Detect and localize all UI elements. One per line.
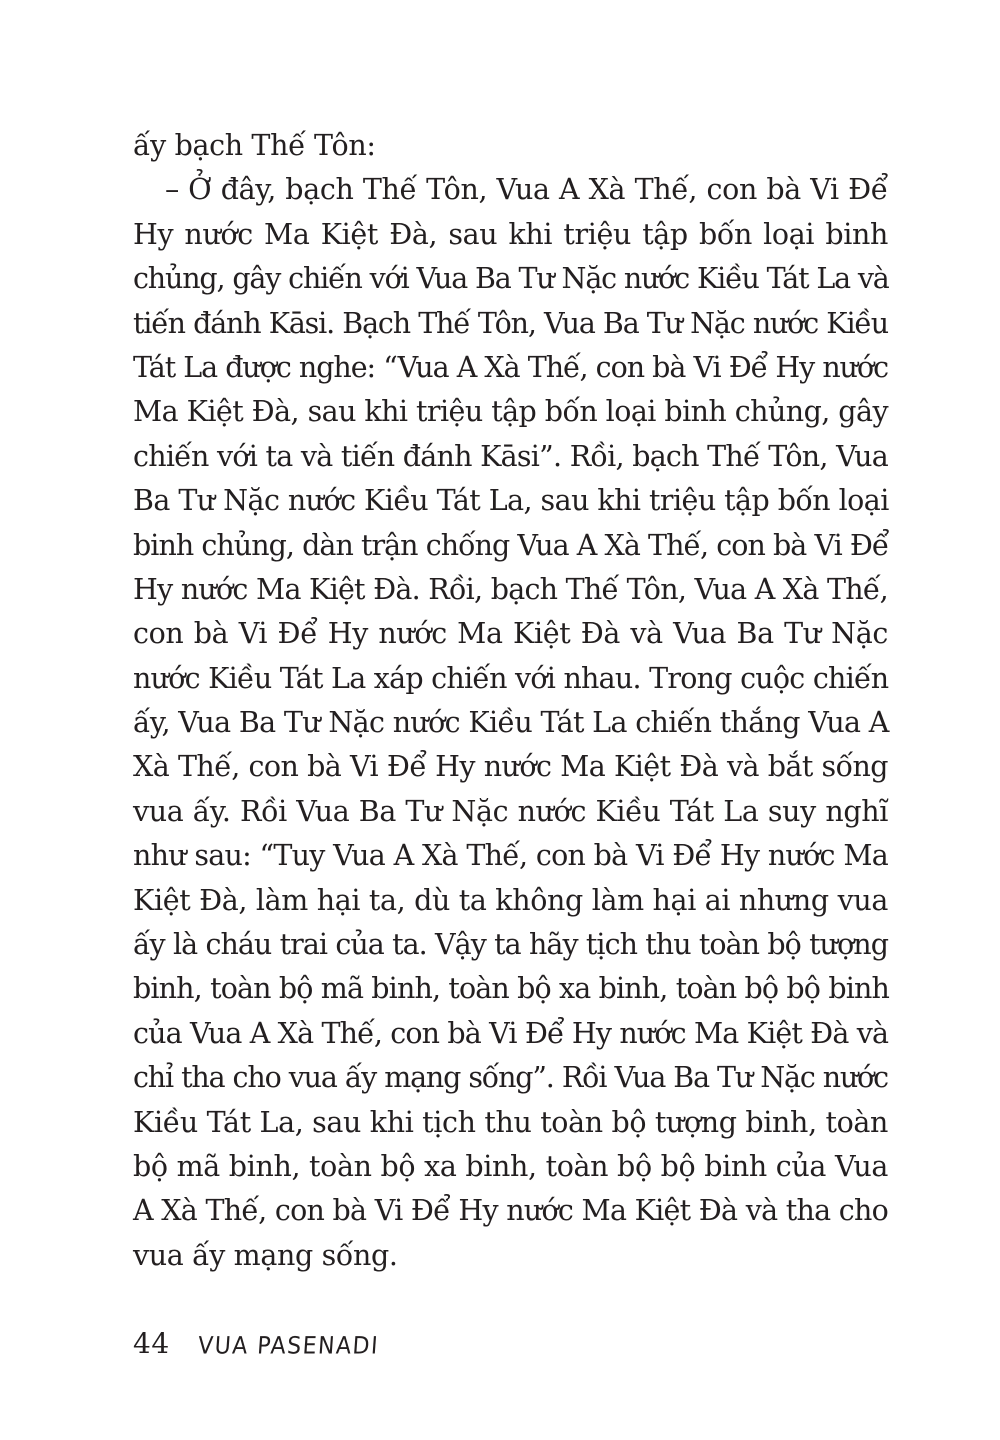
text-line: ấy, Vua Ba Tư Nặc nước Kiều Tát La chiến thắng Vua A (133, 706, 889, 740)
text-line: của Vua A Xà Thế, con bà Vi Để Hy nước Ma Kiệt Đà và (133, 1016, 889, 1050)
text-line: binh, toàn bộ mã binh, toàn bộ xa binh, toàn bộ bộ binh (133, 972, 889, 1006)
text-line: Ba Tư Nặc nước Kiều Tát La, sau khi triệu tập bốn loại (133, 484, 889, 518)
text-line: – Ở đây, bạch Thế Tôn, Vua A Xà Thế, con bà Vi Để (165, 173, 888, 207)
running-title: VUA PASENADI (196, 1332, 380, 1360)
text-line: như sau: “Tuy Vua A Xà Thế, con bà Vi Để Hy nước Ma (133, 839, 888, 873)
text-line: Kiều Tát La, sau khi tịch thu toàn bộ tượng binh, toàn (133, 1105, 889, 1139)
text-line: Hy nước Ma Kiệt Đà. Rồi, bạch Thế Tôn, Vua A Xà Thế, (133, 572, 888, 606)
text-line: chủng, gây chiến với Vua Ba Tư Nặc nước Kiều Tát La và (133, 262, 889, 296)
text-line: tiến đánh Kāsi. Bạch Thế Tôn, Vua Ba Tư Nặc nước Kiều (133, 306, 888, 340)
text-line: nước Kiều Tát La xáp chiến với nhau. Trong cuộc chiến (133, 661, 889, 695)
text-line: Ma Kiệt Đà, sau khi triệu tập bốn loại binh chủng, gây (133, 395, 888, 429)
text-line: A Xà Thế, con bà Vi Để Hy nước Ma Kiệt Đà và tha cho (133, 1194, 888, 1228)
text-line: binh chủng, dàn trận chống Vua A Xà Thế, con bà Vi Để (133, 528, 889, 562)
text-line: chỉ tha cho vua ấy mạng sống”. Rồi Vua Ba Tư Nặc nước (133, 1061, 888, 1095)
text-line: Tát La được nghe: “Vua A Xà Thế, con bà Vi Để Hy nước (133, 350, 888, 384)
text-line: bộ mã binh, toàn bộ xa binh, toàn bộ bộ binh của Vua (133, 1149, 888, 1183)
text-line: con bà Vi Để Hy nước Ma Kiệt Đà và Vua Ba Tư Nặc (133, 617, 888, 651)
text-line: ấy bạch Thế Tôn: (133, 129, 376, 162)
page-footer (133, 1324, 379, 1364)
text-line: vua ấy mạng sống. (133, 1238, 398, 1272)
body-text (133, 124, 888, 1278)
page-number: 44 (133, 1327, 170, 1360)
text-line: Hy nước Ma Kiệt Đà, sau khi triệu tập bốn loại binh (133, 217, 888, 251)
text-line: Kiệt Đà, làm hại ta, dù ta không làm hại ai nhưng vua (133, 883, 888, 917)
text-line: chiến với ta và tiến đánh Kāsi”. Rồi, bạch Thế Tôn, Vua (133, 439, 888, 473)
text-line: ấy là cháu trai của ta. Vậy ta hãy tịch thu toàn bộ tượng (133, 928, 888, 962)
text-line: Xà Thế, con bà Vi Để Hy nước Ma Kiệt Đà và bắt sống (133, 750, 888, 784)
text-line: vua ấy. Rồi Vua Ba Tư Nặc nước Kiều Tát La suy nghĩ (133, 794, 888, 828)
